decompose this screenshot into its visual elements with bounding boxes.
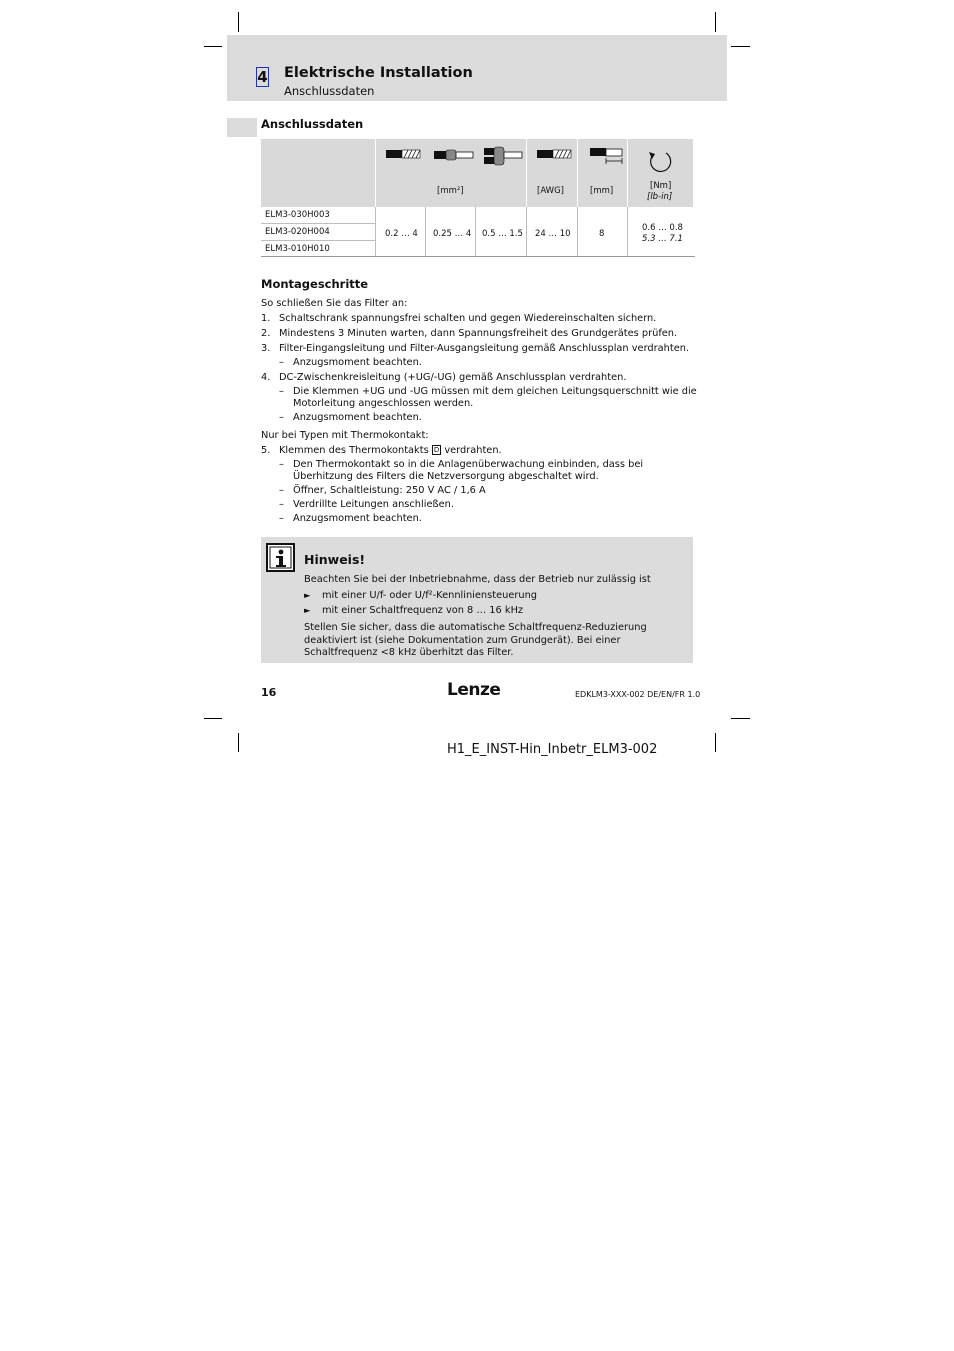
crop-mark (204, 46, 222, 47)
note-title: Hinweis! (304, 552, 366, 567)
table-row: ELM3-010H010 (265, 244, 330, 254)
file-name: H1_E_INST-Hin_Inbetr_ELM3-002 (447, 742, 658, 757)
dash: – (279, 412, 284, 423)
step-text: Filter-Eingangsleitung und Filter-Ausgangsleitung gemäß Anschlussplan verdrahten. (279, 343, 690, 354)
crop-mark (731, 718, 750, 719)
wire-stranded-icon (535, 147, 575, 161)
unit-nm: [Nm] (650, 181, 672, 191)
bullet-icon: ► (304, 606, 311, 616)
terminal-marker: D (433, 446, 440, 454)
note-paragraph: deaktiviert ist (siehe Dokumentation zum Grundgerät). Bei einer (304, 635, 621, 646)
value-ferrule-mm2: 0.25 … 4 (433, 229, 472, 239)
section-marker (227, 118, 257, 137)
crop-mark (715, 12, 716, 32)
unit-mm2: [mm²] (437, 186, 464, 196)
step-text: Schaltschrank spannungsfrei schalten und gegen Wiedereinschalten sichern. (279, 313, 657, 324)
dash: – (279, 386, 284, 397)
crop-mark (238, 733, 239, 752)
torque-icon (646, 148, 676, 174)
chapter-subtitle: Anschlussdaten (284, 84, 375, 98)
wire-rigid-icon (384, 147, 424, 161)
crop-mark (204, 718, 222, 719)
crop-mark (715, 733, 716, 752)
table-row: ELM3-030H003 (265, 210, 330, 220)
ferrule-twin-icon (482, 145, 526, 167)
doc-code: EDKLM3-XXX-002 DE/EN/FR 1.0 (575, 690, 701, 699)
value-awg: 24 … 10 (535, 229, 571, 239)
brand-logo: Lenze (447, 680, 501, 700)
dash: – (279, 485, 284, 496)
dash: – (279, 357, 284, 368)
sub-step-text: Verdrillte Leitungen anschließen. (293, 499, 454, 510)
value-torque-lbin: 5.3 … 7.1 (642, 234, 683, 244)
crop-mark (731, 46, 750, 47)
value-twin-mm2: 0.5 … 1.5 (482, 229, 523, 239)
sub-step-text: Motorleitung angeschlossen werden. (293, 398, 474, 409)
chapter-number: 4 (257, 68, 268, 86)
sub-step-text: Anzugsmoment beachten. (293, 412, 422, 423)
note-intro: Beachten Sie bei der Inbetriebnahme, dass der Betrieb nur zulässig ist (304, 574, 651, 585)
unit-mm: [mm] (590, 186, 614, 196)
section-title-assembly: Montageschritte (261, 277, 369, 291)
chapter-title: Elektrische Installation (284, 65, 473, 81)
dash: – (279, 513, 284, 524)
note-paragraph: Schaltfrequenz <8 kHz überhitzt das Filter. (304, 647, 514, 658)
sub-step-text: Anzugsmoment beachten. (293, 357, 422, 368)
sub-step-text: Überhitzung des Filters die Netzversorgung abgeschaltet wird. (293, 471, 599, 482)
dash: – (279, 499, 284, 510)
unit-lbin: [lb-in] (647, 192, 673, 202)
page-number: 16 (261, 686, 277, 699)
unit-awg: [AWG] (537, 186, 564, 196)
step-number: 3. (261, 343, 271, 354)
step-text: DC-Zwischenkreisleitung (+UG/-UG) gemäß Anschlussplan verdrahten. (279, 372, 627, 383)
info-icon (266, 543, 296, 573)
value-torque-nm: 0.6 … 0.8 (642, 223, 683, 233)
step-number: 4. (261, 372, 271, 383)
step-number: 1. (261, 313, 271, 324)
sub-step-text: Den Thermokontakt so in die Anlagenüberwachung einbinden, dass bei (293, 459, 644, 470)
strip-length-icon (588, 145, 626, 167)
table-row: ELM3-020H004 (265, 227, 330, 237)
sub-step-text: Öffner, Schaltleistung: 250 V AC / 1,6 A (293, 485, 486, 496)
assembly-intro: So schließen Sie das Filter an: (261, 298, 408, 309)
note-paragraph: Stellen Sie sicher, dass die automatische Schaltfrequenz-Reduzierung (304, 622, 647, 633)
dash: – (279, 459, 284, 470)
step-number: 2. (261, 328, 271, 339)
ferrule-sleeve-icon (432, 147, 476, 163)
sub-step-text: Anzugsmoment beachten. (293, 513, 422, 524)
step-text: Klemmen des Thermokontakts D verdrahten. (279, 445, 502, 456)
table-header-cell (261, 139, 375, 207)
value-strip-mm: 8 (599, 229, 605, 239)
value-rigid-mm2: 0.2 … 4 (385, 229, 418, 239)
step-number: 5. (261, 445, 271, 456)
note-bullet: mit einer Schaltfrequenz von 8 … 16 kHz (322, 605, 524, 616)
crop-mark (238, 12, 239, 32)
step-text: Mindestens 3 Minuten warten, dann Spannungsfreiheit des Grundgerätes prüfen. (279, 328, 678, 339)
sub-step-text: Die Klemmen +UG und -UG müssen mit dem gleichen Leitungsquerschnitt wie die (293, 386, 697, 397)
thermo-intro: Nur bei Typen mit Thermokontakt: (261, 430, 429, 441)
bullet-icon: ► (304, 591, 311, 601)
section-title-connection: Anschlussdaten (261, 117, 364, 131)
note-bullet: mit einer U/f- oder U/f²-Kennliniensteuerung (322, 590, 538, 601)
